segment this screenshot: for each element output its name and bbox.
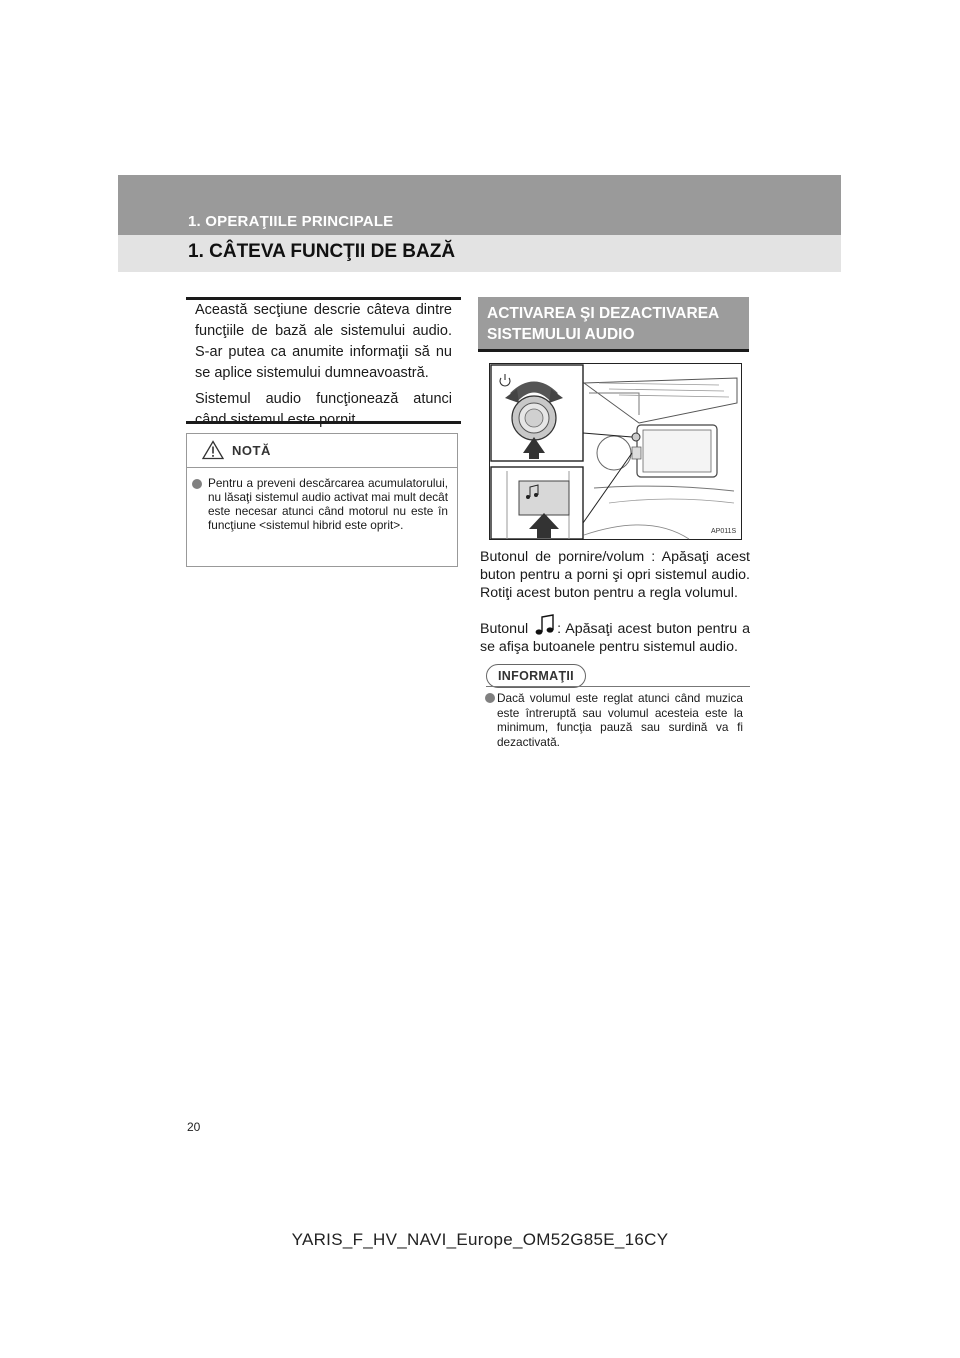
music-note-icon <box>534 614 556 636</box>
illustration-code: AP011S <box>711 528 737 535</box>
subsection-header <box>478 297 749 352</box>
note-text: Pentru a preveni descărcarea acumulatorului, nu lăsaţi sistemul audio activat mai mult decât este necesar atunci când motorul nu este în funcţiune <sistemul hibrid este oprit>. <box>208 476 448 532</box>
music-button-description <box>480 614 750 656</box>
intro-box <box>186 297 461 428</box>
info-text: Dacă volumul este reglat atunci când muzica este întreruptă sau volumul acesteia este la minimum, funcţia pauză sau surdină va fi dezactivată. <box>497 691 743 749</box>
warning-triangle-icon <box>202 440 224 460</box>
info-divider <box>486 686 750 687</box>
music-desc-prefix: Butonul <box>480 621 529 637</box>
bullet-icon <box>485 693 495 703</box>
info-body <box>497 691 743 749</box>
note-title: NOTĂ <box>232 443 271 458</box>
music-desc-suffix: : Apăsaţi acest buton pentru a se afişa butoanele pentru sistemul audio. <box>480 621 750 655</box>
bullet-icon <box>192 479 202 489</box>
section-title: 1. CÂTEVA FUNCŢII DE BAZĂ <box>188 241 456 262</box>
page-number: 20 <box>187 1120 201 1134</box>
audio-controls-illustration <box>489 363 742 540</box>
note-body <box>187 468 457 532</box>
power-volume-description: Butonul de pornire/volum : Apăsaţi acest buton pentru a porni şi opri sistemul audio. Rotiţi acest buton pentru a regla volumul. <box>480 549 750 601</box>
document-code: YARIS_F_HV_NAVI_Europe_OM52G85E_16CY <box>291 1230 669 1249</box>
chapter-title: 1. OPERAŢIILE PRINCIPALE <box>188 213 394 230</box>
intro-paragraph-2: Sistemul audio funcţionează atunci când sistemul este pornit. <box>195 391 452 428</box>
intro-paragraph-1: Această secţiune descrie câteva dintre funcţiile de bază ale sistemului audio. S-ar putea ca anumite informaţii să nu se aplice sistemului dumneavoastră. <box>195 302 452 381</box>
note-box <box>186 433 458 567</box>
subsection-title: ACTIVAREA ŞI DEZACTIVAREA SISTEMULUI AUDIO <box>487 305 719 343</box>
info-label <box>486 664 586 688</box>
info-title: INFORMAŢII <box>498 669 574 683</box>
note-header <box>187 434 457 468</box>
